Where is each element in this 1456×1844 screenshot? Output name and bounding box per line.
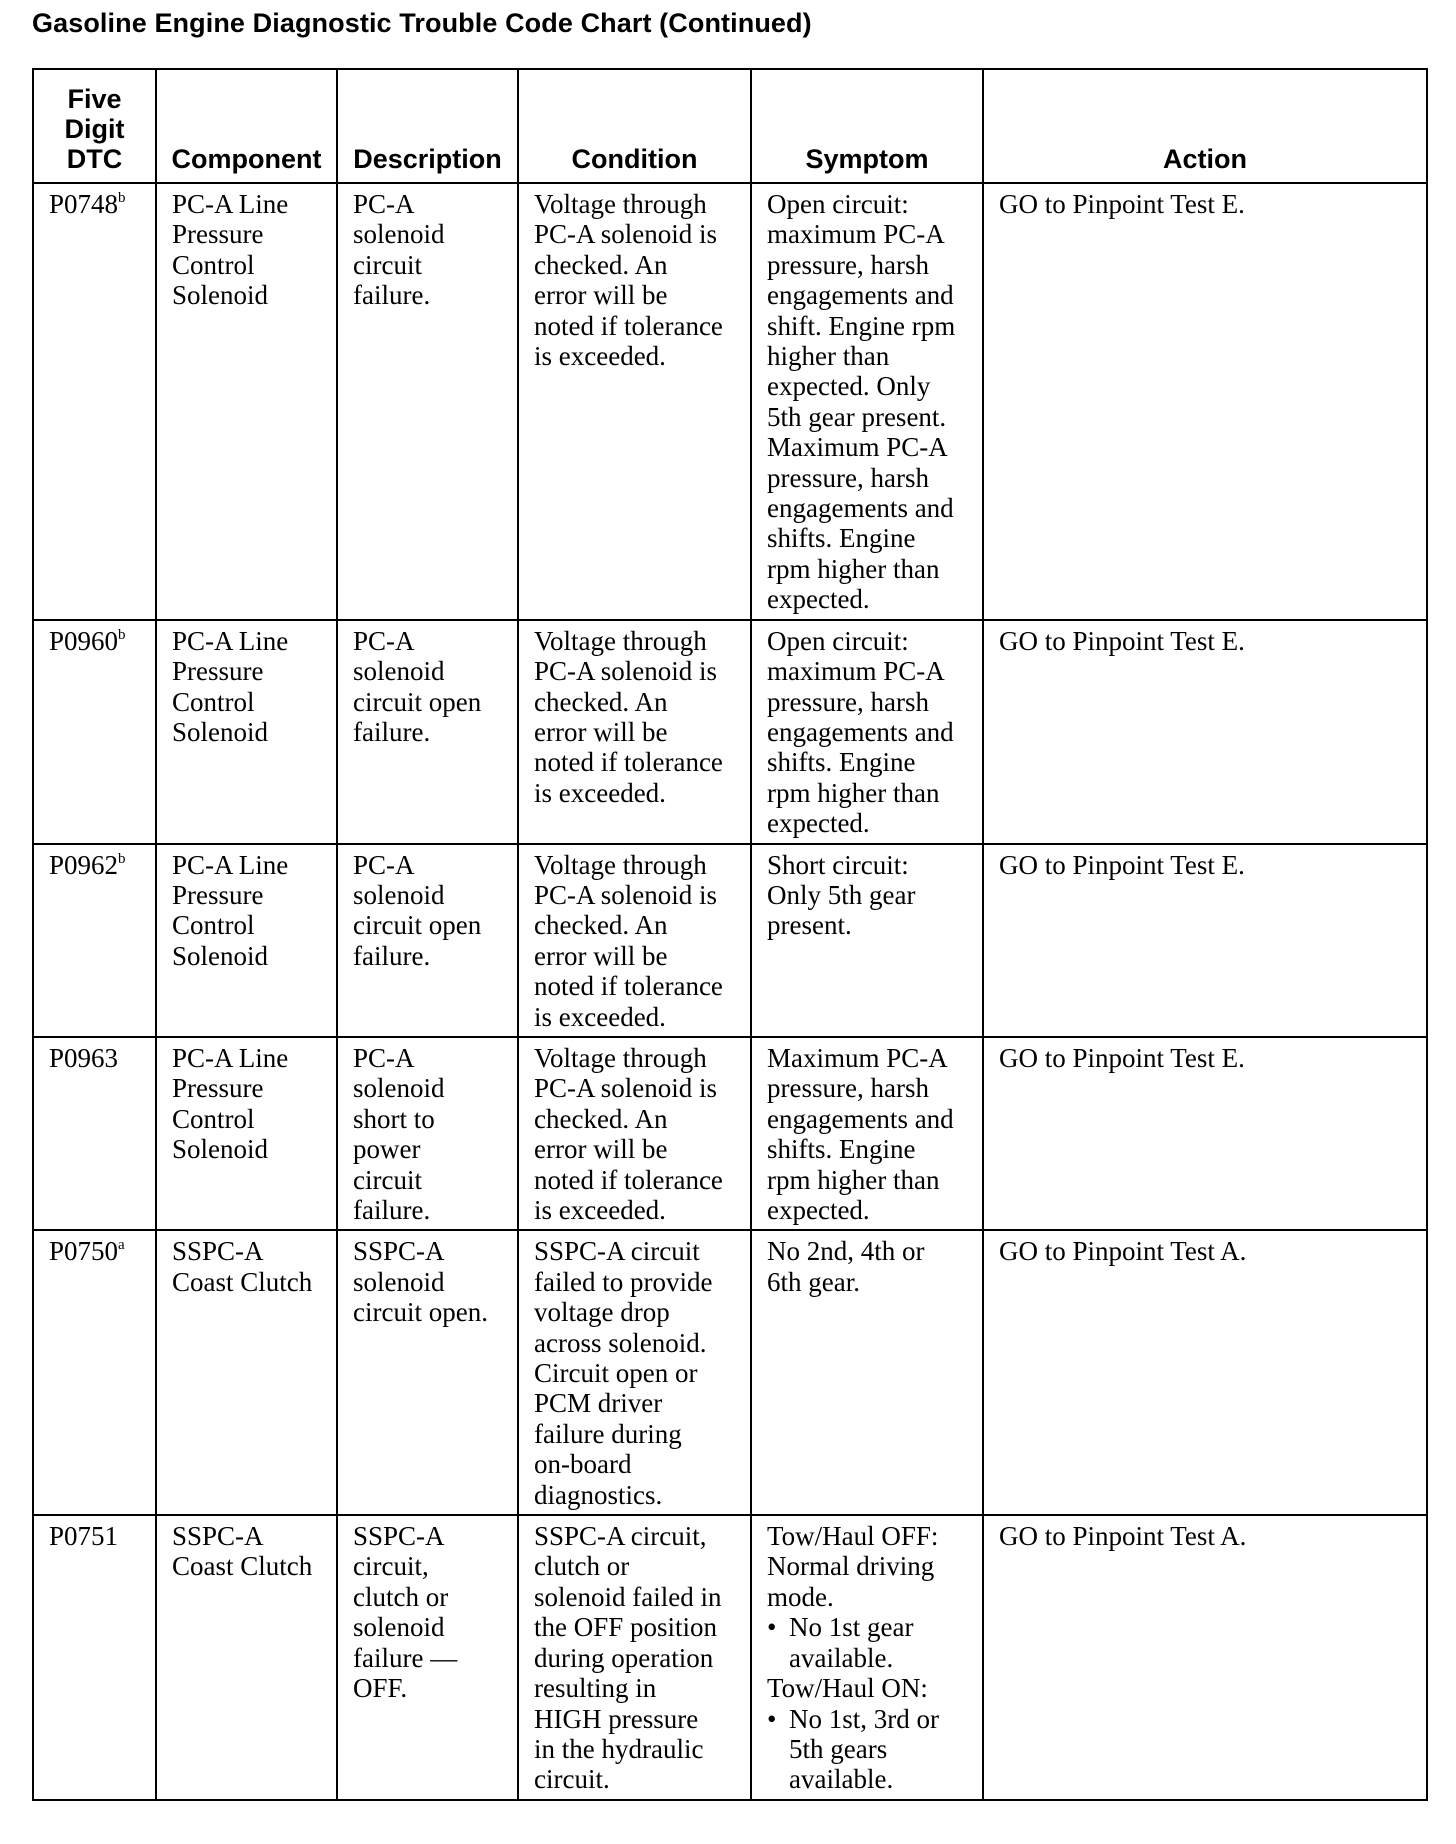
description-cell: SSPC-A solenoid circuit open. <box>337 1230 518 1515</box>
footnote-marker: b <box>118 850 126 867</box>
action-cell: GO to Pinpoint Test E. <box>983 183 1427 620</box>
symptom-bullet-item: • No 1st, 3rd or <box>767 1703 939 1734</box>
symptom-cell: Open circuit: maximum PC-A pressure, harsh engagements and shifts. Engine rpm higher than expected. <box>751 620 983 844</box>
action-cell: GO to Pinpoint Test A. <box>983 1230 1427 1515</box>
dtc-code-cell: P0963 <box>33 1037 156 1230</box>
symptom-cell: No 2nd, 4th or 6th gear. <box>751 1230 983 1515</box>
table-row <box>33 1515 1427 1800</box>
component-cell: SSPC-A Coast Clutch <box>156 1230 337 1515</box>
dtc-code-cell: P0960$^b$ <box>33 620 156 844</box>
header-dtc: Five Digit DTC <box>33 69 156 183</box>
condition-cell: Voltage through PC-A solenoid is checked. An error will be noted if tolerance is exceeded. <box>518 183 751 620</box>
dtc-code-cell: P0751 <box>33 1515 156 1800</box>
table-header-row <box>33 69 1427 183</box>
dtc-chart-table <box>32 68 1428 1801</box>
symptom-cell: Tow/Haul OFF: Normal driving mode. • No 1st gear available. Tow/Haul ON: • No 1st, 3rd or 5th gears available. <box>751 1515 983 1800</box>
description-cell: PC-A solenoid circuit open failure. <box>337 844 518 1037</box>
condition-cell: SSPC-A circuit, clutch or solenoid failed in the OFF position during operation resulting in HIGH pressure in the hydraulic circuit. <box>518 1515 751 1800</box>
condition-cell: SSPC-A circuit failed to provide voltage drop across solenoid. Circuit open or PCM driver failure during on-board diagnostics. <box>518 1230 751 1515</box>
table-row <box>33 620 1427 844</box>
description-cell: PC-A solenoid short to power circuit failure. <box>337 1037 518 1230</box>
table-row <box>33 1230 1427 1515</box>
header-action: Action <box>983 69 1427 183</box>
symptom-cell: Open circuit: maximum PC-A pressure, harsh engagements and shift. Engine rpm higher than expected. Only 5th gear present. Maximum PC-A pressure, harsh engagements and shifts. Engine rpm higher than expected. <box>751 183 983 620</box>
component-cell: PC-A Line Pressure Control Solenoid <box>156 183 337 620</box>
condition-cell: Voltage through PC-A solenoid is checked. An error will be noted if tolerance is exceeded. <box>518 844 751 1037</box>
description-cell: PC-A solenoid circuit open failure. <box>337 620 518 844</box>
header-component: Component <box>156 69 337 183</box>
component-cell: PC-A Line Pressure Control Solenoid <box>156 844 337 1037</box>
condition-cell: Voltage through PC-A solenoid is checked. An error will be noted if tolerance is exceeded. <box>518 1037 751 1230</box>
dtc-code-cell: P0750$^a$ <box>33 1230 156 1515</box>
action-cell: GO to Pinpoint Test A. <box>983 1515 1427 1800</box>
bullet-icon: • <box>767 1703 777 1734</box>
action-cell: GO to Pinpoint Test E. <box>983 1037 1427 1230</box>
footnote-marker: b <box>118 626 126 643</box>
component-cell: SSPC-A Coast Clutch <box>156 1515 337 1800</box>
header-symptom: Symptom <box>751 69 983 183</box>
description-cell: PC-A solenoid circuit failure. <box>337 183 518 620</box>
symptom-bullet-item: • No 1st gear <box>767 1612 914 1643</box>
table-row <box>33 1037 1427 1230</box>
component-cell: PC-A Line Pressure Control Solenoid <box>156 1037 337 1230</box>
description-cell: SSPC-A circuit, clutch or solenoid failure — OFF. <box>337 1515 518 1800</box>
footnote-marker: b <box>118 190 126 206</box>
dtc-code-cell: P0748$^b$ <box>33 183 156 620</box>
table-row <box>33 183 1427 620</box>
footnote-marker: a <box>118 1237 125 1254</box>
symptom-cell: Maximum PC-A pressure, harsh engagements and shifts. Engine rpm higher than expected. <box>751 1037 983 1230</box>
action-cell: GO to Pinpoint Test E. <box>983 620 1427 844</box>
condition-cell: Voltage through PC-A solenoid is checked. An error will be noted if tolerance is exceeded. <box>518 620 751 844</box>
page-title: Gasoline Engine Diagnostic Trouble Code Chart (Continued) <box>32 8 812 38</box>
symptom-cell: Short circuit: Only 5th gear present. <box>751 844 983 1037</box>
dtc-code-cell: P0962$^b$ <box>33 844 156 1037</box>
action-cell: GO to Pinpoint Test E. <box>983 844 1427 1037</box>
header-description: Description <box>337 69 518 183</box>
table-row <box>33 844 1427 1037</box>
header-condition: Condition <box>518 69 751 183</box>
bullet-icon: • <box>767 1612 777 1643</box>
component-cell: PC-A Line Pressure Control Solenoid <box>156 620 337 844</box>
